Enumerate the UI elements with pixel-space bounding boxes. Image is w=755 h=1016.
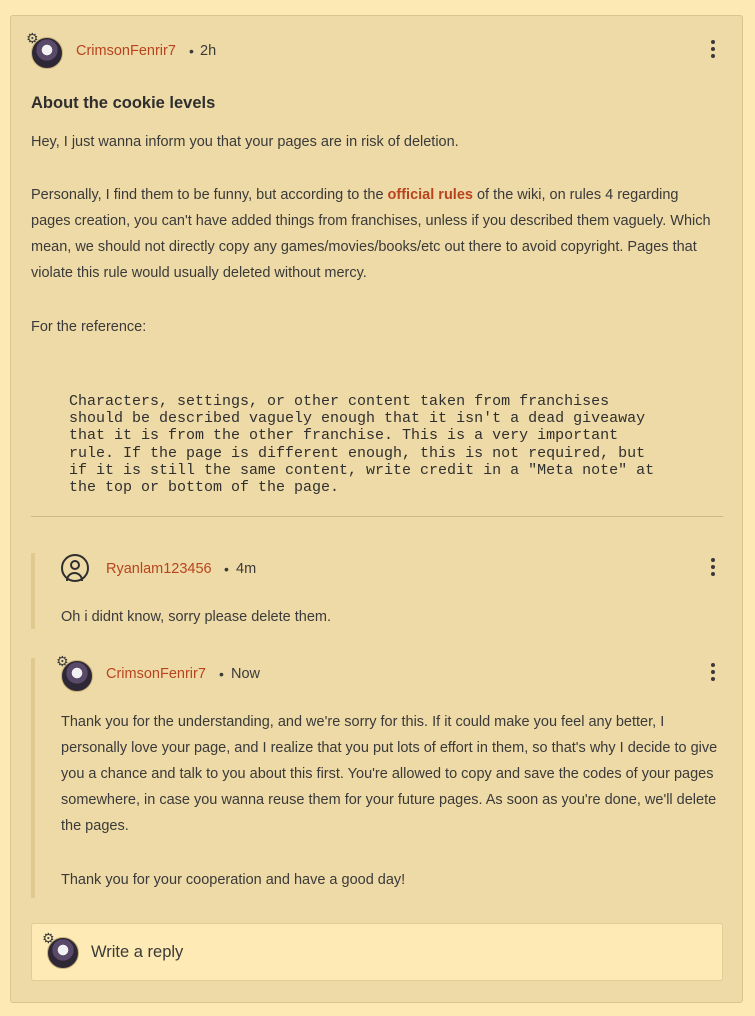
rule-quote: Characters, settings, or other content taken from franchises should be described vaguely enough that it isn't a dead giveaway that it is from the other franchise. This is a very important rule. If the page is different enough, this is not required, but if it is still the same content, write credit in a "Meta note" at the top or bottom of the page. — [69, 393, 655, 497]
more-options-icon[interactable] — [709, 663, 717, 683]
reply-placeholder[interactable]: Write a reply — [91, 943, 184, 961]
reply-thread-line — [31, 553, 35, 629]
official-rules-link[interactable]: official rules — [387, 187, 473, 203]
author-avatar[interactable] — [26, 30, 63, 69]
post-title: About the cookie levels — [31, 94, 216, 112]
post-paragraph: Hey, I just wanna inform you that your pages are in risk of deletion. — [31, 134, 459, 150]
reply-time: Now — [231, 666, 261, 682]
post-paragraph — [31, 182, 721, 286]
separator-dot: • — [224, 561, 229, 577]
reply-text: Oh i didnt know, sorry please delete them. — [61, 609, 332, 625]
author-avatar[interactable] — [56, 653, 93, 692]
post-time: 2h — [200, 43, 217, 59]
separator-dot: • — [189, 43, 194, 59]
post-author[interactable]: CrimsonFenrir7 — [76, 43, 176, 59]
current-user-avatar — [42, 930, 79, 969]
reply-text: Thank you for your cooperation and have a good day! — [61, 872, 406, 888]
more-options-icon[interactable] — [709, 558, 717, 578]
reply-author[interactable]: Ryanlam123456 — [106, 561, 212, 577]
reply-thread-line — [31, 658, 35, 898]
reply-text: Thank you for the understanding, and we're sorry for this. If it could make you feel any better, I personally love your page, and I realize that you put lots of effort in them, so that's why I decide to give you a chance and talk to you about this first. You're allowed to copy and save the codes of your pages somewhere, in case you wanna reuse them for your future pages. As soon as you're done, we'll delete the pages. — [61, 714, 718, 834]
divider — [31, 516, 723, 517]
post-paragraph: For the reference: — [31, 319, 147, 335]
discussion-card — [10, 15, 743, 1003]
reply-input[interactable] — [31, 923, 723, 981]
reply-time: 4m — [236, 561, 257, 577]
more-options-icon[interactable] — [709, 40, 717, 60]
reply-author[interactable]: CrimsonFenrir7 — [106, 666, 206, 682]
paragraph-text: of the wiki, on rules 4 regarding pages creation, you can't have added things from franchises, unless if you described them vaguely. Which mean, we should not directly copy any games/movies/books/etc out there to avoid copyright. Pages that violate this rule would usually deleted without mercy. — [31, 187, 711, 281]
separator-dot: • — [219, 666, 224, 682]
gear-icon: ⚙ — [26, 30, 39, 46]
gear-icon: ⚙ — [42, 930, 55, 946]
gear-icon: ⚙ — [56, 653, 69, 669]
paragraph-text: Personally, I find them to be funny, but according to the — [31, 187, 388, 203]
user-avatar-icon[interactable] — [61, 554, 89, 582]
